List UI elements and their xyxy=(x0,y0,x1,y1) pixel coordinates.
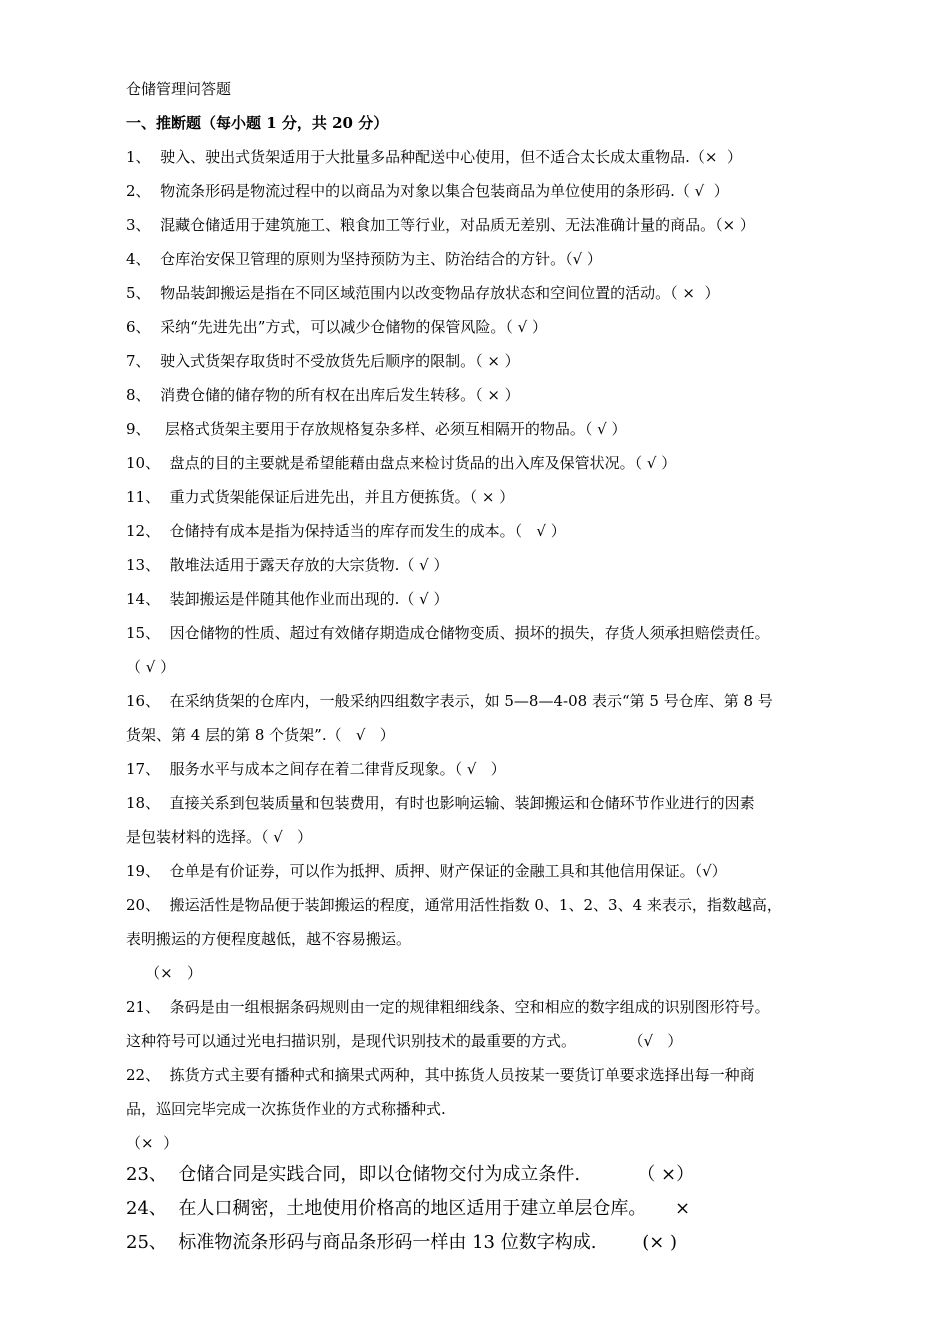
question-line: 15、 因仓储物的性质、超过有效储存期造成仓储物变质、损坏的损失，存货人须承担赔偿责任。 xyxy=(126,624,770,642)
answer-line: （× ） xyxy=(126,964,202,982)
question-line: 10、 盘点的目的主要就是希望能藉由盘点来检讨货品的出入库及保管状况。（ √ ） xyxy=(126,454,677,472)
question-line: 25、 标准物流条形码与商品条形码一样由 13 位数字构成. (× ) xyxy=(126,1232,678,1253)
answer-line: （× ） xyxy=(126,1134,179,1152)
question-line: 这种符号可以通过光电扫描识别，是现代识别技术的最重要的方式。 （√ ） xyxy=(126,1032,683,1050)
question-line: 12、 仓储持有成本是指为保持适当的库存而发生的成本。（ √ ） xyxy=(126,522,566,540)
question-line: 货架、第 4 层的第 8 个货架”.（ √ ） xyxy=(126,726,395,744)
question-line: 2、 物流条形码是物流过程中的以商品为对象以集合包装商品为单位使用的条形码.（ √ ） xyxy=(126,182,729,200)
question-line: 1、 驶入、驶出式货架适用于大批量多品种配送中心使用，但不适合太长成太重物品.（× ） xyxy=(126,148,742,166)
question-line: 品，巡回完毕完成一次拣货作业的方式称播种式. xyxy=(126,1100,446,1118)
question-line: 24、 在人口稠密，土地使用价格高的地区适用于建立单层仓库。 × xyxy=(126,1198,691,1219)
question-line: 17、 服务水平与成本之间存在着二律背反现象。（ √ ） xyxy=(126,760,506,778)
section-heading: 一、推断题（每小题 1 分，共 20 分） xyxy=(126,114,389,132)
question-line: 21、 条码是由一组根据条码规则由一定的规律粗细线条、空和相应的数字组成的识别图形符号。 xyxy=(126,998,770,1016)
question-line: 6、 采纳“先进先出”方式，可以减少仓储物的保管风险。（ √ ） xyxy=(126,318,548,336)
question-line: 23、 仓储合同是实践合同，即以仓储物交付为成立条件. （ ×） xyxy=(126,1164,695,1185)
question-line: 7、 驶入式货架存取货时不受放货先后顺序的限制。（ × ） xyxy=(126,352,520,370)
question-line: 22、 拣货方式主要有播种式和摘果式两种，其中拣货人员按某一要货订单要求选择出每一种商 xyxy=(126,1066,755,1084)
question-line: 14、 装卸搬运是伴随其他作业而出现的.（ √ ） xyxy=(126,590,449,608)
document-title: 仓储管理问答题 xyxy=(126,80,232,98)
question-line: 19、 仓单是有价证券，可以作为抵押、质押、财产保证的金融工具和其他信用保证。（√） xyxy=(126,862,727,880)
question-line: 4、 仓库治安保卫管理的原则为坚持预防为主、防治结合的方针。（√ ） xyxy=(126,250,602,268)
question-line: 20、 搬运活性是物品便于装卸搬运的程度，通常用活性指数 0、1、2、3、4 来表示，指数越高， xyxy=(126,896,782,914)
question-line: 16、 在采纳货架的仓库内，一般采纳四组数字表示，如 5—8—4-08 表示“第 5 号仓库、第 8 号 xyxy=(126,692,773,710)
question-line: 3、 混藏仓储适用于建筑施工、粮食加工等行业，对品质无差别、无法准确计量的商品。（× ） xyxy=(126,216,755,234)
answer-line: （ √ ） xyxy=(126,658,176,676)
question-line: 18、 直接关系到包装质量和包装费用，有时也影响运输、装卸搬运和仓储环节作业进行的因素 xyxy=(126,794,755,812)
question-line: 11、 重力式货架能保证后进先出，并且方便拣货。（ × ） xyxy=(126,488,515,506)
question-line: 9、 层格式货架主要用于存放规格复杂多样、必须互相隔开的物品。（ √ ） xyxy=(126,420,627,438)
question-line: 8、 消费仓储的储存物的所有权在出库后发生转移。（ × ） xyxy=(126,386,520,404)
question-line: 5、 物品装卸搬运是指在不同区域范围内以改变物品存放状态和空间位置的活动。（ × ） xyxy=(126,284,720,302)
question-line: 表明搬运的方便程度越低，越不容易搬运。 xyxy=(126,930,412,948)
question-line: 13、 散堆法适用于露天存放的大宗货物.（ √ ） xyxy=(126,556,449,574)
question-line: 是包装材料的选择。（ √ ） xyxy=(126,828,313,846)
